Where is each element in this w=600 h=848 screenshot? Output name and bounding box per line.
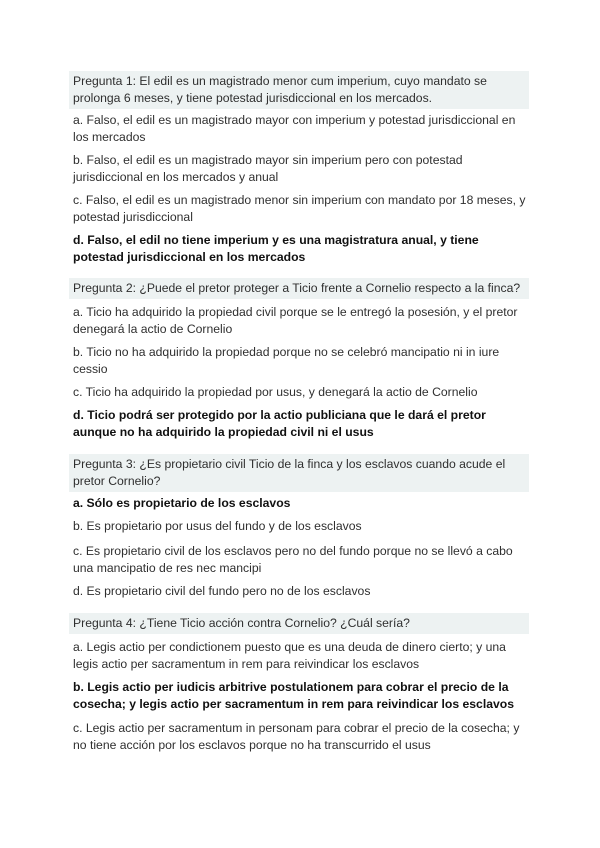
- question-1-option-d-correct: d. Falso, el edil no tiene imperium y es una magistratura anual, y tiene potestad jurisdiccional en los mercados: [73, 233, 479, 264]
- question-4-option-c: c. Legis actio per sacramentum in personam para cobrar el precio de la cosecha; y no tiene acción por los esclavos porque no ha transcurrido el usus: [73, 721, 520, 752]
- question-1: Pregunta 1: El edil es un magistrado menor cum imperium, cuyo mandato se prolonga 6 meses, y tiene potestad jurisdiccional en los mercados.: [69, 71, 529, 109]
- question-3-option-d: d. Es propietario civil del fundo pero no de los esclavos: [73, 584, 371, 598]
- question-1-option-c: c. Falso, el edil es un magistrado menor sin imperium con mandato por 18 meses, y potestad jurisdiccional: [73, 193, 526, 224]
- question-2-option-b: b. Ticio no ha adquirido la propiedad porque no se celebró mancipatio ni in iure cessio: [73, 345, 500, 376]
- question-4-option-a: a. Legis actio per condictionem puesto que es una deuda de dinero cierto; y una legis actio per sacramentum in rem para reivindicar los esclavos: [73, 640, 506, 671]
- question-2-option-a: a. Ticio ha adquirido la propiedad civil porque se le entregó la posesión, y el pretor denegará la actio de Cornelio: [73, 305, 518, 336]
- question-2-option-d-correct: d. Ticio podrá ser protegido por la actio publiciana que le dará el pretor aunque no ha adquirido la propiedad civil ni el usus: [73, 408, 486, 439]
- question-3-option-a-correct: a. Sólo es propietario de los esclavos: [73, 496, 291, 510]
- question-1-option-a: a. Falso, el edil es un magistrado mayor con imperium y potestad jurisdiccional en los mercados: [73, 113, 516, 144]
- question-2: Pregunta 2: ¿Puede el pretor proteger a Ticio frente a Cornelio respecto a la finca?: [69, 278, 529, 299]
- question-4-option-b-correct: b. Legis actio per iudicis arbitrive postulationem para cobrar el precio de la cosecha; y legis actio per sacramentum in rem para reivindicar los esclavos: [73, 680, 514, 711]
- question-4: Pregunta 4: ¿Tiene Ticio acción contra Cornelio? ¿Cuál sería?: [69, 613, 529, 634]
- question-3-option-c: c. Es propietario civil de los esclavos pero no del fundo porque no se llevó a cabo una mancipatio de res nec mancipi: [73, 544, 513, 575]
- question-3: Pregunta 3: ¿Es propietario civil Ticio de la finca y los esclavos cuando acude el pretor Cornelio?: [69, 454, 529, 492]
- question-2-option-c: c. Ticio ha adquirido la propiedad por usus, y denegará la actio de Cornelio: [73, 385, 478, 399]
- question-3-option-b: b. Es propietario por usus del fundo y de los esclavos: [73, 519, 362, 533]
- question-1-option-b: b. Falso, el edil es un magistrado mayor sin imperium pero con potestad jurisdiccional en los mercados y anual: [73, 153, 463, 184]
